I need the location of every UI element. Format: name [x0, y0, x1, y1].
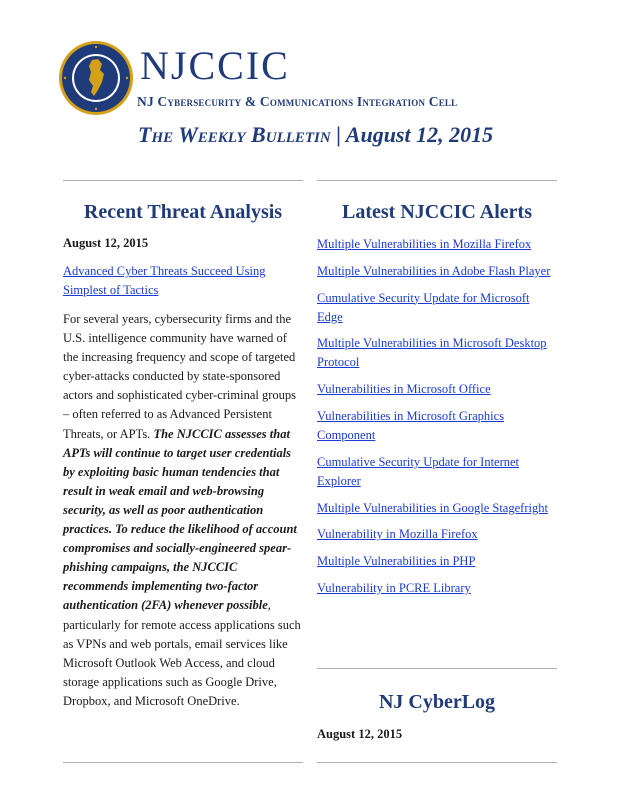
- list-item: [317, 525, 557, 544]
- list-item: [317, 579, 557, 598]
- org-name: NJCCIC: [140, 43, 290, 88]
- threat-analysis-date: August 12, 2015: [63, 236, 149, 250]
- nj-seal-icon: [58, 40, 134, 116]
- cyberlog-date: August 12, 2015: [317, 727, 403, 741]
- bulletin-separator: |: [336, 122, 342, 147]
- alert-link[interactable]: Multiple Vulnerabilities in Mozilla Firefox: [317, 237, 532, 251]
- body-intro: For several years, cybersecurity firms and the U.S. intelligence community have warned of the increasing frequency and scope of targeted cyber-attacks conducted by state-sponsored actors and sophisticated cyber-criminal groups – often referred to as Advanced Persistent Threats, or APTs.: [63, 312, 297, 441]
- bulletin-title: The Weekly Bulletin: [138, 122, 331, 147]
- alert-link[interactable]: Multiple Vulnerabilities in Adobe Flash Player: [317, 263, 551, 278]
- alerts-list: [317, 235, 557, 606]
- article-link[interactable]: Advanced Cyber Threats Succeed Using Simplest of Tactics: [63, 264, 266, 297]
- divider-top-left: [63, 180, 303, 181]
- list-item: [317, 262, 557, 281]
- cyberlog-heading: NJ CyberLog: [378, 691, 496, 713]
- body-emphasis: The NJCCIC assesses that APTs will continue to target user credentials by exploiting basic human tendencies that result in weak email and web-browsing security, as well as poor authentication practices. To reduce the likelihood of account compromises and socially-engineered spear-phishing campaigns, the NJCCIC recommends implementing two-factor authentication (2FA) whenever possible: [63, 426, 297, 613]
- alert-link[interactable]: Vulnerabilities in Microsoft Office: [317, 382, 491, 397]
- article-link-wrap: [63, 262, 303, 300]
- list-item: [317, 289, 557, 327]
- list-item: [317, 235, 557, 254]
- divider-bottom-right: [317, 762, 557, 763]
- alert-link[interactable]: Cumulative Security Update for Microsoft Edge: [317, 290, 530, 324]
- list-item: [317, 407, 557, 445]
- list-item: [317, 453, 557, 491]
- divider-mid-right: [317, 668, 557, 669]
- list-item: [317, 380, 557, 399]
- divider-top-right: [317, 180, 557, 181]
- alert-link[interactable]: Cumulative Security Update for Internet Explorer: [317, 454, 520, 488]
- org-subtitle: NJ Cybersecurity & Communications Integration Cell: [137, 94, 458, 109]
- bulletin-title-line: [138, 122, 493, 148]
- bulletin-date: August 12, 2015: [345, 122, 494, 147]
- threat-analysis-body: [63, 310, 303, 711]
- alert-link[interactable]: Multiple Vulnerabilities in PHP: [317, 554, 476, 569]
- divider-bottom-left: [63, 762, 303, 763]
- latest-alerts-heading: Latest NJCCIC Alerts: [342, 201, 532, 223]
- alert-link[interactable]: Multiple Vulnerabilities in Google Stagefright: [317, 500, 548, 515]
- alert-link[interactable]: Vulnerabilities in Microsoft Graphics Component: [317, 408, 505, 442]
- list-item: [317, 334, 557, 372]
- recent-threat-analysis-heading: Recent Threat Analysis: [83, 201, 283, 223]
- alert-link[interactable]: Vulnerability in PCRE Library: [317, 580, 471, 595]
- list-item: [317, 552, 557, 571]
- list-item: [317, 499, 557, 518]
- alert-link[interactable]: Multiple Vulnerabilities in Microsoft Desktop Protocol: [317, 336, 547, 370]
- body-tail: , particularly for remote access applications such as VPNs and web portals, email services like Microsoft Outlook Web Access, and cloud storage applications such as Google Drive, Dropbox, and Microsoft OneDrive.: [63, 598, 301, 708]
- alert-link[interactable]: Vulnerability in Mozilla Firefox: [317, 527, 478, 542]
